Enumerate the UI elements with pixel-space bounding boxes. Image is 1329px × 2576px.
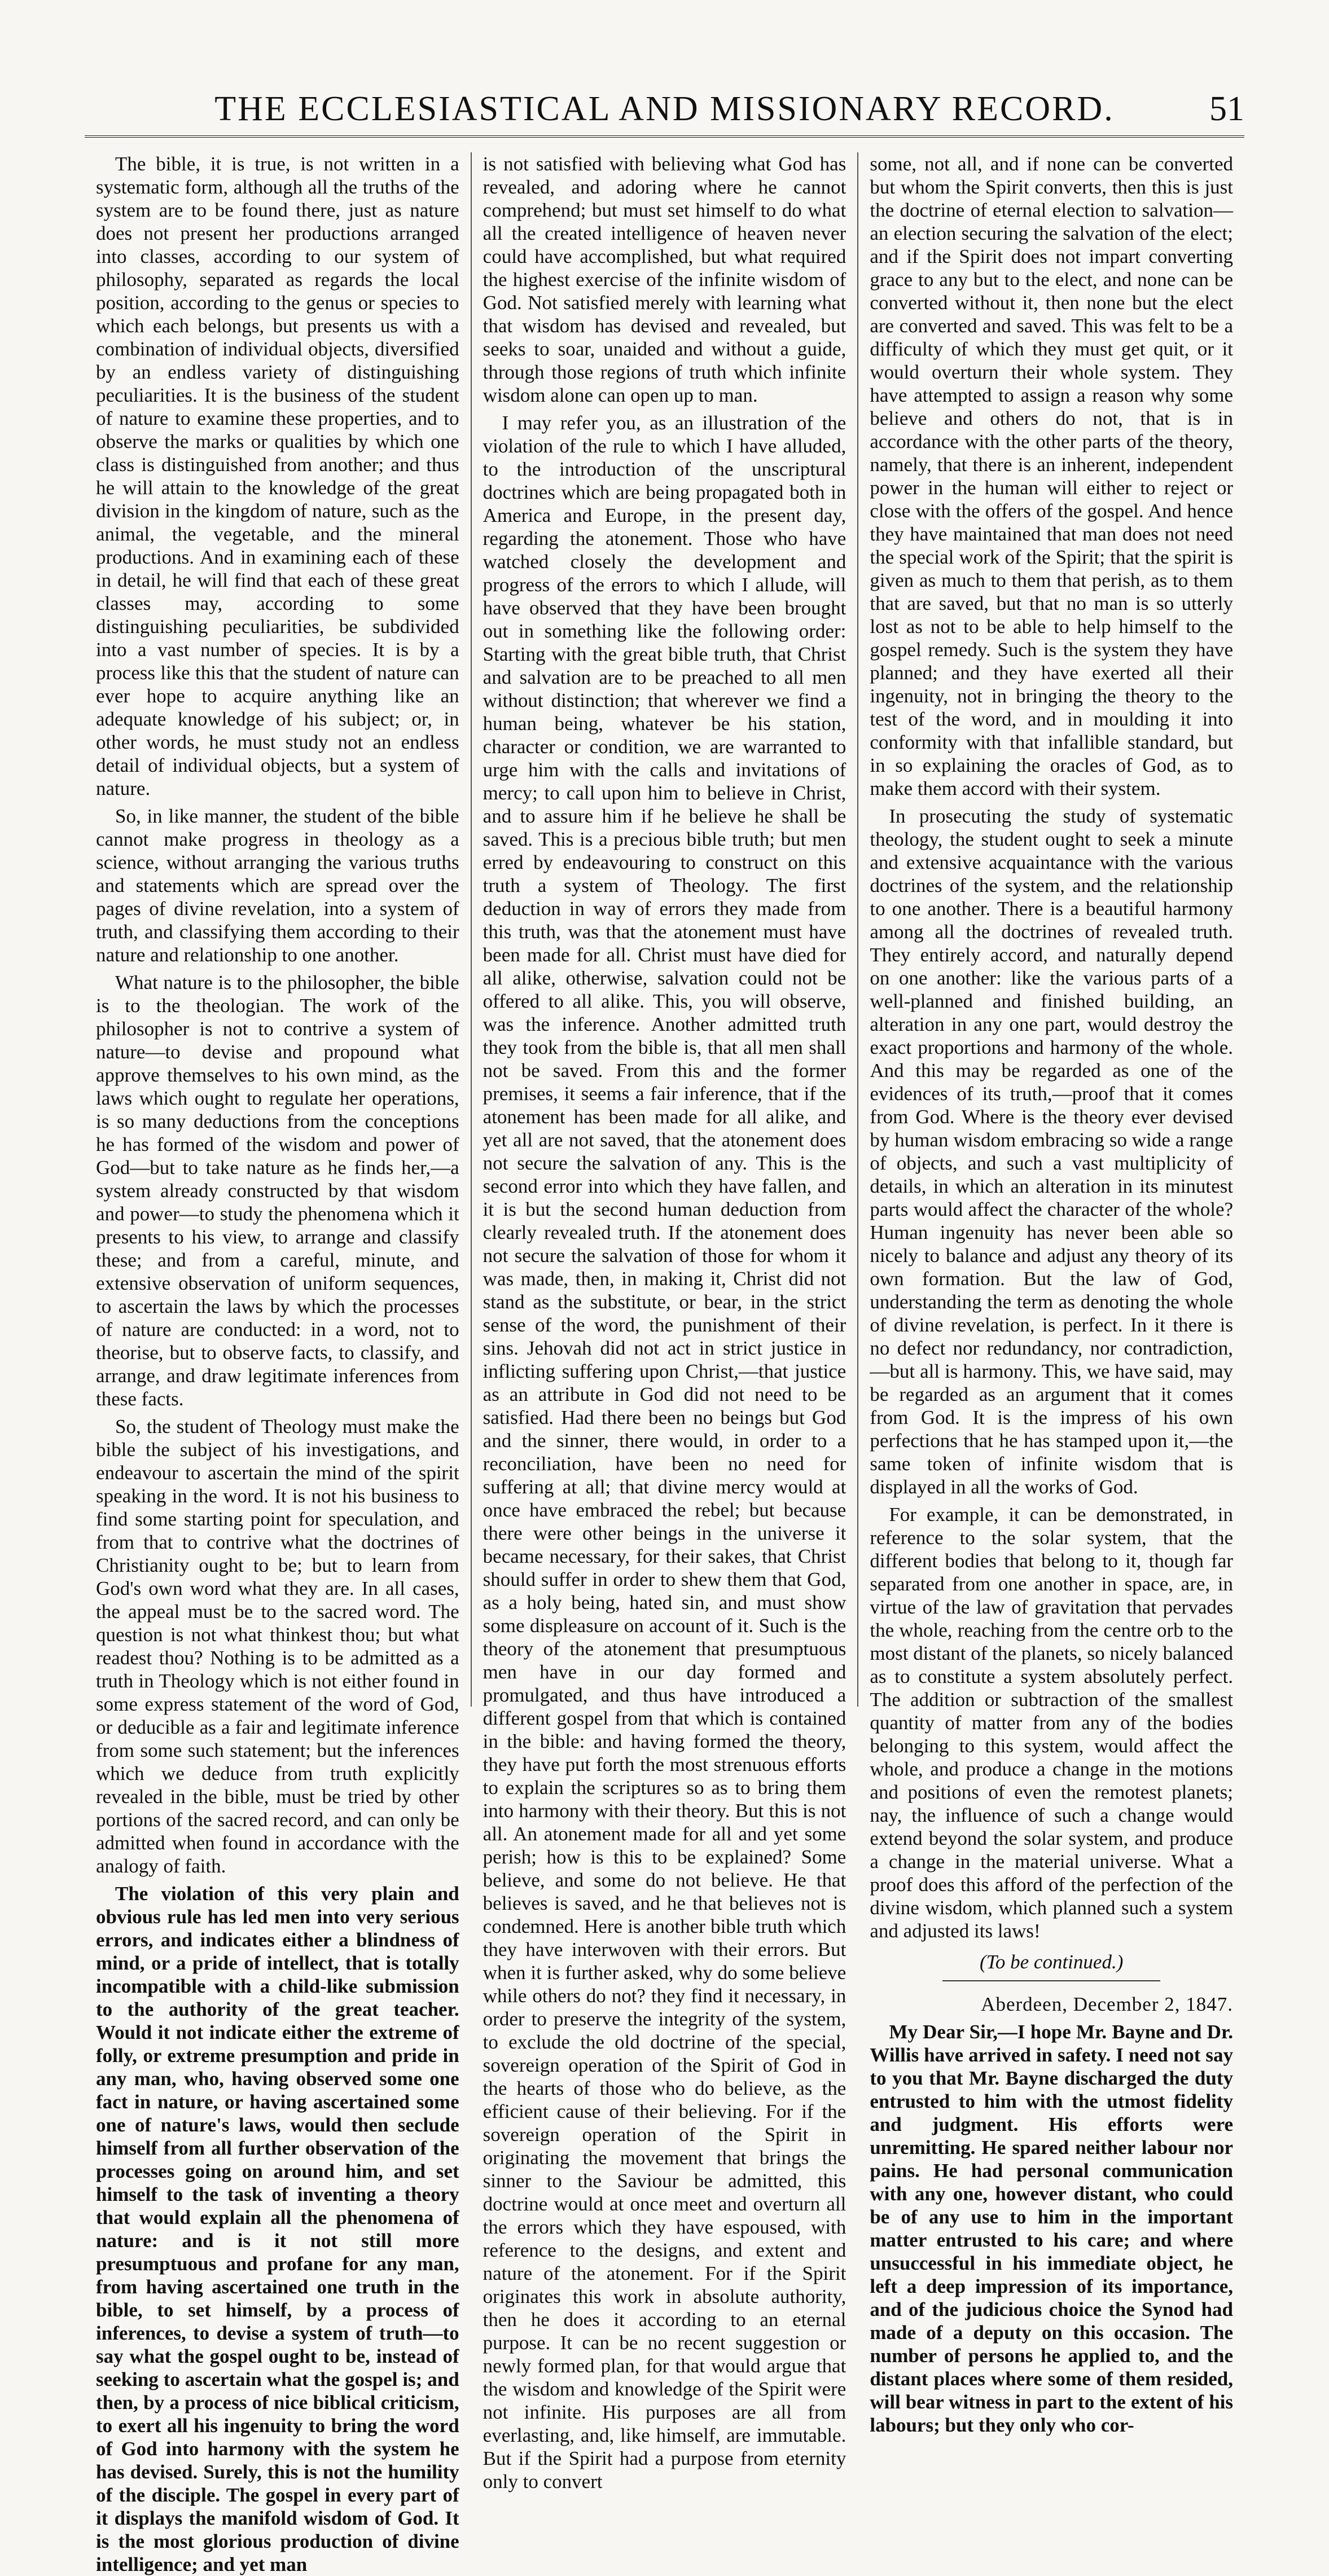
paragraph: is not satisfied with believing what God has revealed, and adoring where he cannot comprehend; but must set himself to do what all the created intelligence of heaven never could have accomplished, but what required the highest exercise of the infinite wisdom of God. Not satisfied merely with learning what that wisdom has devised and revealed, but seeks to soar, unaided and without a guide, through those regions of truth which infinite wisdom alone can open up to man. bbox=[483, 153, 846, 406]
paragraph: For example, it can be demonstrated, in reference to the solar system, that the different bodies that belong to it, though far separated from one another in space, are, in virtue of the law of gravitation that pervades the whole, reaching from the centre orb to the most distant of the planets, so nicely balanced as to constitute a system absolutely perfect. The addition or subtraction of the smallest quantity of matter from any of the bodies belonging to this system, would affect the whole, and produce a change in the motions and positions of even the remotest planets; nay, the influence of such a change would extend beyond the solar system, and produce a change in the material universe. What a proof does this afford of the perfection of the divine wisdom, which planned such a system and adjusted its laws! bbox=[870, 1504, 1234, 1942]
paragraph: So, the student of Theology must make the bible the subject of his investigations, and endeavour to ascertain the mind of the spirit speaking in the word. It is not his business to find some starting point for speculation, and from that to contrive what the doctrines of Christianity ought to be; but to learn from God's own word what they are. In all cases, the appeal must be to the sacred word. The question is not what thinkest thou; but what readest thou? Nothing is to be admitted as a truth in Theology which is not either found in some express statement of the word of God, or deducible as a fair and legitimate inference from some such statement; but the inferences which we deduce from truth explicitly revealed in the bible, must be tried by other portions of the sacred record, and can only be admitted when found in accordance with the analogy of faith. bbox=[96, 1416, 459, 1877]
text-columns bbox=[85, 152, 1244, 2575]
paragraph: I may refer you, as an illustration of the violation of the rule to which I have alluded, to the introduction of the unscriptural doctrines which are being propagated both in America and Europe, in the present day, regarding the atonement. Those who have watched closely the development and progress of the errors to which I allude, will have observed that they have been brought out in something like the following order: Starting with the great bible truth, that Christ and salvation are to be preached to all men without distinction; that wherever we find a human being, whatever be his station, character or condition, we are warranted to urge him with the calls and invitations of mercy; to call upon him to believe in Christ, and to assure him if he believe he shall be saved. This is a precious bible truth; but men erred by endeavouring to construct on this truth a system of Theology. The first deduction in way of errors they made from this truth, was that the atonement must have been made for all. Christ must have died for all alike, otherwise, salvation could not be offered to all alike. This, you will observe, was the inference. Another admitted truth they took from the bible is, that all men shall not be saved. From this and the former premises, it seems a fair inference, that if the atonement has been made for all alike, and yet all are not saved, that the atonement does not secure the salvation of any. This is the second error into which they have fallen, and it is but the second human deduction from clearly revealed truth. If the atonement does not secure the salvation of those for whom it was made, then, in making it, Christ did not stand as the substitute, or bear, in the strict sense of the word, the punishment of their sins. Jehovah did not act in strict justice in inflicting suffering upon Christ,—that justice as an attribute in God did not need to be satisfied. Had there been no beings but God and the sinner, there would, in order to a reconciliation, have been no need for suffering at all; that divine mercy would at once have embraced the rebel; but because there were other beings in the universe it became necessary, for their sakes, that Christ should suffer in order to shew them that God, as a holy being, hated sin, and must show some displeasure on account of it. Such is the theory of the atonement that presumptuous men have in our day formed and promulgated, and thus have introduced a different gospel from that which is contained in the bible: and having formed the theory, they have put forth the most strenuous efforts to explain the scriptures so as to bring them into harmony with their theory. But this is not all. An atonement made for all and yet some perish; how is this to be explained? Some believe, and some do not believe. He that believes is saved, and he that believes not is condemned. Here is another bible truth which they have interwoven with their errors. But when it is further asked, why do some believe while others do not? they find it necessary, in order to preserve the integrity of the system, to exclude the old doctrine of the special, sovereign operation of the Spirit of God in the hearts of those who do believe, as the efficient cause of their believing. For if the sovereign operation of the Spirit in originating the movement that brings the sinner to the Saviour be admitted, this doctrine would at once meet and overturn all the errors which they have espoused, with reference to the designs, and extent and nature of the atonement. For if the Spirit originates this work in absolute authority, then he does it according to an eternal purpose. It can be no recent suggestion or newly formed plan, for that would argue that the wisdom and knowledge of the Spirit were not infinite. His purposes are all from everlasting, and, like himself, are immutable. But if the Spirit had a purpose from eternity only to convert bbox=[483, 412, 846, 2493]
column-3 bbox=[857, 152, 1244, 2436]
page-title: THE ECCLESIASTICAL AND MISSIONARY RECORD. bbox=[214, 90, 1115, 128]
continued-note: (To be continued.) bbox=[979, 1951, 1124, 1973]
letter-dateline: Aberdeen, December 2, 1847. bbox=[981, 1993, 1234, 2015]
paragraph: In prosecuting the study of systematic theology, the student ought to seek a minute and extensive acquaintance with the various doctrines of the system, and the relationship to one another. There is a beautiful harmony among all the doctrines of revealed truth. They entirely accord, and naturally depend on one another: like the various parts of a well-planned and finished building, an alteration in any one part, would destroy the exact proportions and harmony of the whole. And this may be regarded as one of the evidences of its truth,—proof that it comes from God. Where is the theory ever devised by human wisdom embracing so wide a range of objects, and such a vast multiplicity of details, in which an alteration in its minutest parts would affect the character of the whole? Human ingenuity has never been able so nicely to balance and adjust any theory of its own formation. But the law of God, understanding the term as denoting the whole of divine revelation, is perfect. In it there is no defect nor redundancy, nor contradiction,—but all is harmony. This, we have said, may be regarded as an argument that it comes from God. It is the impress of his own perfections that he has stamped upon it,—the same token of infinite wisdom that is displayed in all the works of God. bbox=[870, 805, 1234, 1498]
paragraph: some, not all, and if none can be converted but whom the Spirit converts, then this is just the doctrine of eternal election to salvation—an election securing the salvation of the elect; and if the Spirit does not impart converting grace to any but to the elect, and none can be converted without it, then none but the elect are converted and saved. This was felt to be a difficulty of which they must get quit, or it would overturn their whole system. They have attempted to assign a reason why some believe and others do not, that is in accordance with the other parts of the theory, namely, that there is an inherent, independent power in the human will either to reject or close with the offers of the gospel. And hence they have maintained that man does not need the special work of the Spirit; that the spirit is given as much to them that perish, as to them that are saved, but that no man is so utterly lost as not to be able to help himself to the gospel remedy. Such is the system they have planned; and they have exerted all their ingenuity, not in bringing the theory to the test of the word, and in moulding it into conformity with that infallible standard, but in so explaining the oracles of God, as to make them accord with their system. bbox=[870, 153, 1234, 799]
page-header bbox=[85, 85, 1244, 138]
paragraph: So, in like manner, the student of the bible cannot make progress in theology as a science, without arranging the various truths and statements which are spread over the pages of divine revelation, into a system of truth, and classifying them according to their nature and relationship to one another. bbox=[96, 805, 459, 966]
letter-body: My Dear Sir,—I hope Mr. Bayne and Dr. Willis have arrived in safety. I need not say to you that Mr. Bayne discharged the duty entrusted to him with the utmost fidelity and judgment. His efforts were unremitting. He spared neither labour nor pains. He had personal communication with any one, however distant, who could be of any use to him in the important matter entrusted to his care; and where unsuccessful in his immediate object, he left a deep impression of its importance, and of the judicious choice the Synod had made of a deputy on this occasion. The number of persons he applied to, and the distant places where some of them resided, will bear witness in part to the extent of his labours; but they only who cor- bbox=[870, 2021, 1234, 2436]
page-number: 51 bbox=[1209, 90, 1244, 128]
column-2 bbox=[471, 152, 858, 2493]
paragraph: The bible, it is true, is not written in a systematic form, although all the truths of the system are to be found there, just as nature does not present her productions arranged into classes, according to our system of philosophy, separated as regards the local position, according to the genus or species to which each belongs, but presents us with a combination of individual objects, diversified by an endless variety of distinguishing peculiarities. It is the business of the student of nature to examine these properties, and to observe the marks or qualities by which one class is distinguished from another; and thus he will attain to the knowledge of the great division in the kingdom of nature, such as the animal, the vegetable, and the mineral productions. And in examining each of these in detail, he will find that each of these great classes may, according to some distinguishing peculiarities, be subdivided into a vast number of species. It is by a process like this that the student of nature can ever hope to acquire anything like an adequate knowledge of his subject; or, in other words, he must study not an endless detail of individual objects, but a system of nature. bbox=[96, 153, 459, 799]
section-divider bbox=[942, 1980, 1160, 1981]
paragraph: The violation of this very plain and obvious rule has led men into very serious errors, and indicates either a blindness of mind, or a pride of intellect, that is totally incompatible with a child-like submission to the authority of the great teacher. Would it not indicate either the extreme of folly, or extreme presumption and pride in any man, who, having observed some one fact in nature, or having ascertained some one of nature's laws, would then seclude himself from all further observation of the processes going on around him, and set himself to the task of inventing a theory that would explain all the phenomena of nature: and is it not still more presumptuous and profane for any man, from having ascertained one truth in the bible, to set himself, by a process of inferences, to devise a system of truth—to say what the gospel ought to be, instead of seeking to ascertain what the gospel is; and then, by a process of nice biblical criticism, to exert all his ingenuity to bring the word of God into harmony with the system he has devised. Surely, this is not the humility of the disciple. The gospel in every part of it displays the manifold wisdom of God. It is the most glorious production of divine intelligence; and yet man bbox=[96, 1883, 459, 2575]
column-1 bbox=[85, 152, 471, 2575]
paragraph: What nature is to the philosopher, the bible is to the theologian. The work of the philosopher is not to contrive a system of nature—to devise and propound what approve themselves to his own mind, as the laws which ought to regulate her operations, is so many deductions from the conceptions he has formed of the wisdom and power of God—but to take nature as he finds her,—a system already constructed by that wisdom and power—to study the phenomena which it presents to his view, to arrange and classify these; and from a careful, minute, and extensive observation of uniform sequences, to ascertain the laws by which the processes of nature are conducted: in a word, not to theorise, but to observe facts, to classify, and arrange, and draw legitimate inferences from these facts. bbox=[96, 972, 459, 1410]
